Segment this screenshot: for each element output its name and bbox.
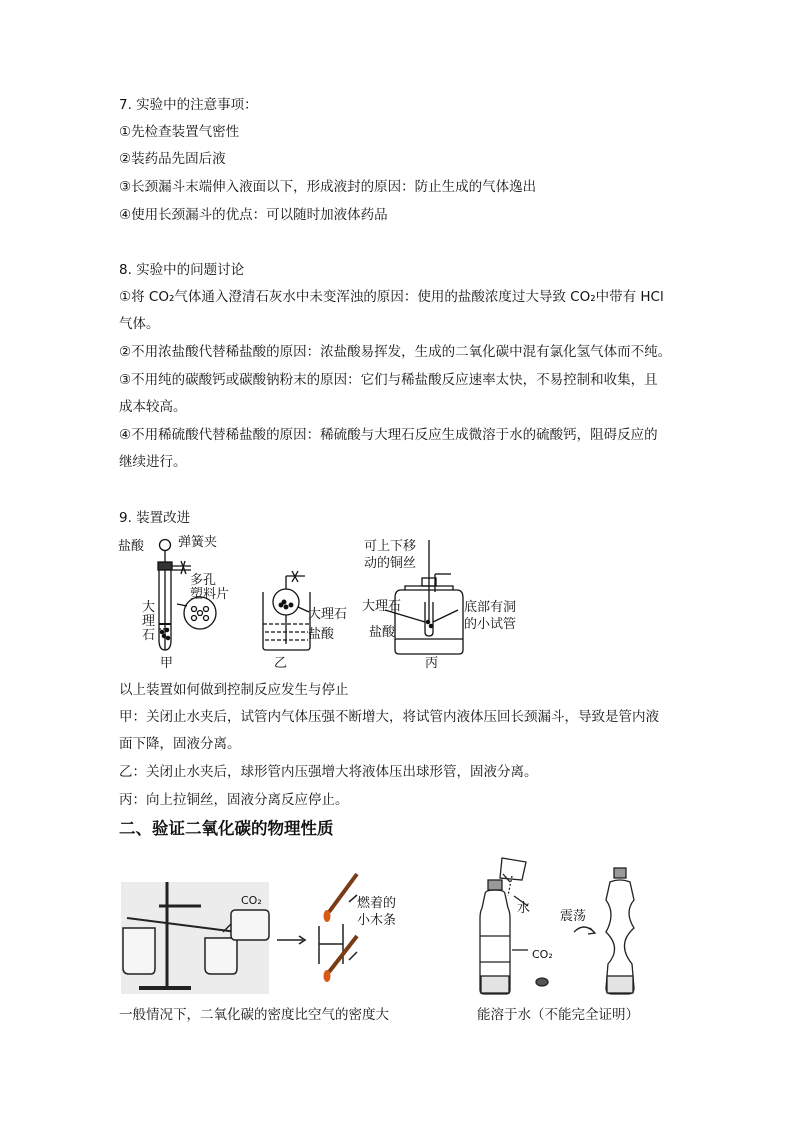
section8-line-7: 继续进行。 (119, 454, 187, 470)
bing-tube-label-2: 的小试管 (464, 617, 517, 632)
section7-title: 7. 实验中的注意事项： (119, 97, 258, 113)
jia-hcl-label: 盐酸 (118, 539, 145, 554)
bing-wire-label-2: 动的铜丝 (364, 556, 417, 571)
co2-solubility-figure (470, 852, 650, 1002)
jia-marble-label-1: 大 (142, 600, 156, 615)
section9-title: 9. 装置改进 (119, 510, 191, 526)
section9-answer-1: 甲：关闭止水夹后，试管内气体压强不断增大，将试管内液体压回长颈漏斗，导致是管内液 (119, 709, 659, 725)
density-caption: 一般情况下，二氧化碳的密度比空气的密度大 (119, 1007, 389, 1023)
section8-line-1: ①将 CO₂气体通入澄清石灰水中未变浑浊的原因：使用的盐酸浓度过大导致 CO₂中带有 HCl (119, 289, 664, 305)
solubility-caption: 能溶于水（不能完全证明） (477, 1007, 639, 1023)
section8-line-3: ②不用浓盐酸代替稀盐酸的原因：浓盐酸易挥发，生成的二氧化碳中混有氯化氢气体而不纯。 (119, 344, 672, 360)
jia-plate-label-1: 多孔 (190, 573, 217, 588)
bing-tube-label-1: 底部有洞 (464, 600, 517, 615)
section8-title: 8. 实验中的问题讨论 (119, 262, 245, 278)
apparatus-improvement-figure (115, 532, 535, 674)
section7-item-2: ②装药品先固后液 (119, 151, 226, 167)
section9-question: 以上装置如何做到控制反应发生与停止 (119, 682, 349, 698)
section9-answer-3: 乙：关闭止水夹后，球形管内压强增大将液体压出球形管，固液分离。 (119, 764, 538, 780)
section9-answer-2: 面下降，固液分离。 (119, 736, 241, 752)
section7-item-4: ④使用长颈漏斗的优点：可以随时加液体药品 (119, 207, 388, 223)
jia-plate-label-2: 塑料片 (190, 587, 230, 602)
burning-stick-label-1: 燃着的 (357, 896, 397, 911)
density-co2-label: CO₂ (241, 894, 262, 907)
yi-hcl-label: 盐酸 (308, 627, 335, 642)
section8-line-4: ③不用纯的碳酸钙或碳酸钠粉末的原因：它们与稀盐酸反应速率太快，不易控制和收集，且 (119, 372, 658, 388)
bing-name-label: 丙 (425, 656, 439, 671)
solubility-water-label: 水 (517, 901, 531, 916)
co2-density-figure (119, 860, 419, 1000)
section9-answer-4: 丙：向上拉铜丝，固液分离反应停止。 (119, 792, 349, 808)
section8-line-5: 成本较高。 (119, 399, 187, 415)
burning-stick-label-2: 小木条 (357, 913, 397, 928)
section8-line-6: ④不用稀硫酸代替稀盐酸的原因：稀硫酸与大理石反应生成微溶于水的硫酸钙，阻碍反应的 (119, 427, 658, 443)
section7-item-3: ③长颈漏斗末端伸入液面以下，形成液封的原因：防止生成的气体逸出 (119, 179, 537, 195)
jia-marble-label-2: 理 (142, 614, 156, 629)
section2-heading: 二、验证二氧化碳的物理性质 (119, 819, 334, 838)
yi-marble-label: 大理石 (308, 607, 348, 622)
shake-label: 震荡 (560, 909, 587, 924)
bing-wire-label-1: 可上下移 (364, 539, 417, 554)
jia-clamp-label: 弹簧夹 (178, 535, 218, 550)
section7-item-1: ①先检查装置气密性 (119, 124, 240, 140)
section8-line-2: 气体。 (119, 316, 160, 332)
jia-marble-label-3: 石 (142, 628, 156, 643)
jia-name-label: 甲 (160, 656, 174, 671)
bing-hcl-label: 盐酸 (369, 625, 396, 640)
bing-marble-label: 大理石 (362, 599, 402, 614)
solubility-co2-label: CO₂ (532, 948, 553, 961)
yi-name-label: 乙 (274, 656, 288, 671)
